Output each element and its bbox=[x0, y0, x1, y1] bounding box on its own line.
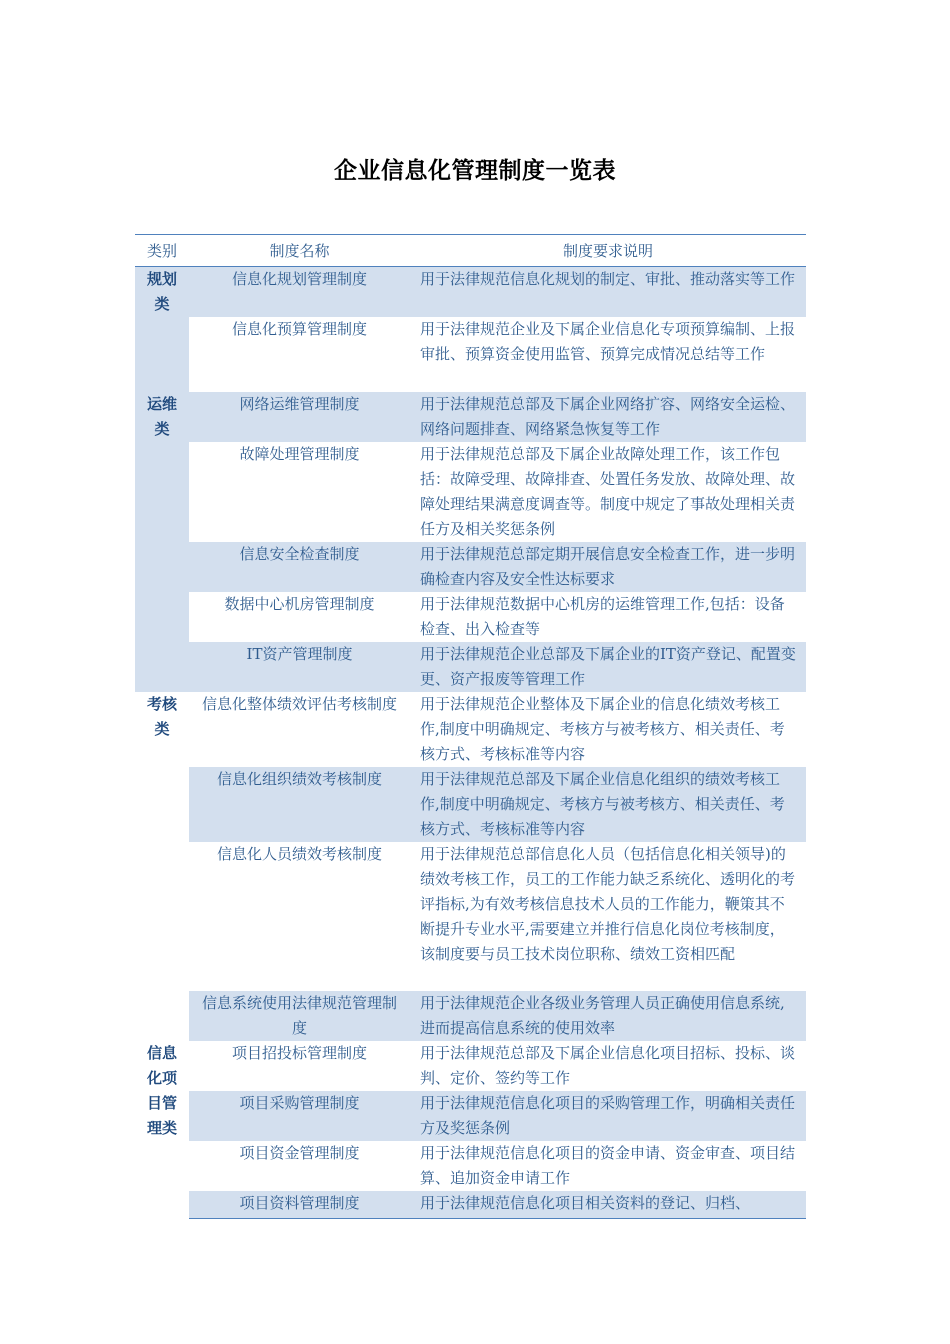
column-header-category: 类别 bbox=[135, 235, 189, 267]
category-cell-empty bbox=[135, 542, 189, 592]
policy-name: 项目采购管理制度 bbox=[189, 1091, 410, 1141]
category-cell-project-management bbox=[135, 1041, 189, 1137]
policy-description: 用于法律规范企业及下属企业信息化专项预算编制、上报审批、预算资金使用监管、预算完成情况总结等工作 bbox=[420, 320, 796, 363]
category-label: 运维类 bbox=[146, 395, 177, 438]
policy-description: 用于法律规范信息化规划的制定、审批、推动落实等工作 bbox=[410, 267, 806, 318]
category-label: 信息化项目管理类 bbox=[146, 1044, 177, 1137]
category-cell-empty bbox=[135, 842, 189, 991]
policy-description: 用于法律规范总部及下属企业网络扩容、网络安全运检、网络问题排查、网络紧急恢复等工作 bbox=[410, 392, 806, 442]
column-header-description: 制度要求说明 bbox=[410, 235, 806, 267]
policy-name: 信息安全检查制度 bbox=[189, 542, 410, 592]
table-row bbox=[135, 317, 806, 392]
table-row bbox=[135, 842, 806, 991]
policy-name: 信息化人员绩效考核制度 bbox=[216, 845, 382, 863]
policy-description: 用于法律规范企业各级业务管理人员正确使用信息系统,进而提高信息系统的使用效率 bbox=[410, 991, 806, 1041]
policy-description: 用于法律规范总部信息化人员（包括信息化相关领导)的绩效考核工作，员工的工作能力缺乏系统化、透明化的考评指标,为有效考核信息技术人员的工作能力，鞭策其不断提升专业水平,需要建立并推行信息化岗位考核制度，该制度要与员工技术岗位职称、绩效工资相匹配 bbox=[420, 845, 796, 963]
category-cell-empty bbox=[135, 991, 189, 1041]
policy-name: IT资产管理制度 bbox=[189, 642, 410, 692]
policy-description: 用于法律规范企业总部及下属企业的IT资产登记、配置变更、资产报废等管理工作 bbox=[410, 642, 806, 692]
policy-name: 项目资料管理制度 bbox=[189, 1191, 410, 1218]
policy-description: 用于法律规范总部及下属企业信息化项目招标、投标、谈判、定价、签约等工作 bbox=[420, 1044, 796, 1087]
column-header-name: 制度名称 bbox=[189, 235, 410, 267]
policy-name: 项目资金管理制度 bbox=[239, 1144, 360, 1162]
table-row bbox=[135, 1091, 806, 1141]
table-row bbox=[135, 1141, 806, 1191]
category-cell-empty bbox=[135, 1141, 189, 1191]
policy-description: 用于法律规范总部定期开展信息安全检查工作，进一步明确检查内容及安全性达标要求 bbox=[410, 542, 806, 592]
policy-name: 故障处理管理制度 bbox=[239, 445, 360, 463]
policy-description: 用于法律规范信息化项目的采购管理工作，明确相关责任方及奖惩条例 bbox=[410, 1091, 806, 1141]
table-header-row bbox=[135, 235, 806, 267]
table-row bbox=[135, 1191, 806, 1218]
policy-table bbox=[135, 234, 806, 1219]
policy-description: 用于法律规范企业整体及下属企业的信息化绩效考核工作,制度中明确规定、考核方与被考核方、相关责任、考核方式、考核标准等内容 bbox=[420, 695, 785, 763]
policy-name: 信息化组织绩效考核制度 bbox=[189, 767, 410, 842]
table-row bbox=[135, 542, 806, 592]
table-row bbox=[135, 592, 806, 642]
category-cell-empty bbox=[135, 1191, 189, 1218]
policy-name: 信息化整体绩效评估考核制度 bbox=[201, 695, 397, 713]
category-cell-empty bbox=[135, 317, 189, 392]
table-row bbox=[135, 767, 806, 842]
policy-description: 用于法律规范总部及下属企业信息化组织的绩效考核工作,制度中明确规定、考核方与被考核方、相关责任、考核方式、考核标准等内容 bbox=[410, 767, 806, 842]
category-label: 考核类 bbox=[146, 695, 177, 738]
policy-name: 信息化规划管理制度 bbox=[189, 267, 410, 318]
category-cell-empty bbox=[135, 642, 189, 692]
policy-description: 用于法律规范数据中心机房的运维管理工作,包括：设备检查、出入检查等 bbox=[420, 595, 785, 638]
category-cell-operations bbox=[135, 392, 189, 442]
table-row bbox=[135, 267, 806, 318]
policy-name: 网络运维管理制度 bbox=[189, 392, 410, 442]
table-row bbox=[135, 991, 806, 1041]
category-cell-planning bbox=[135, 267, 189, 318]
policy-description: 用于法律规范信息化项目的资金申请、资金审查、项目结算、追加资金申请工作 bbox=[420, 1144, 796, 1187]
category-cell-empty bbox=[135, 767, 189, 842]
category-cell-assessment bbox=[135, 692, 189, 767]
category-cell-empty bbox=[135, 592, 189, 642]
page-title: 企业信息化管理制度一览表 bbox=[334, 158, 616, 184]
table-row bbox=[135, 1041, 806, 1091]
policy-name: 信息系统使用法律规范管理制度 bbox=[189, 991, 410, 1041]
policy-description: 用于法律规范信息化项目相关资料的登记、归档、 bbox=[410, 1191, 806, 1218]
policy-name: 数据中心机房管理制度 bbox=[224, 595, 375, 613]
category-cell-empty bbox=[135, 442, 189, 542]
table-row bbox=[135, 392, 806, 442]
policy-name: 项目招投标管理制度 bbox=[231, 1044, 367, 1062]
policy-name: 信息化预算管理制度 bbox=[231, 320, 367, 338]
table-row bbox=[135, 692, 806, 767]
policy-description: 用于法律规范总部及下属企业故障处理工作，该工作包括：故障受理、故障排查、处置任务发放、故障处理、故障处理结果满意度调查等。制度中规定了事故处理相关责任方及相关奖惩条例 bbox=[420, 445, 796, 538]
category-label: 规划类 bbox=[146, 270, 177, 313]
table-row bbox=[135, 642, 806, 692]
table-row bbox=[135, 442, 806, 542]
